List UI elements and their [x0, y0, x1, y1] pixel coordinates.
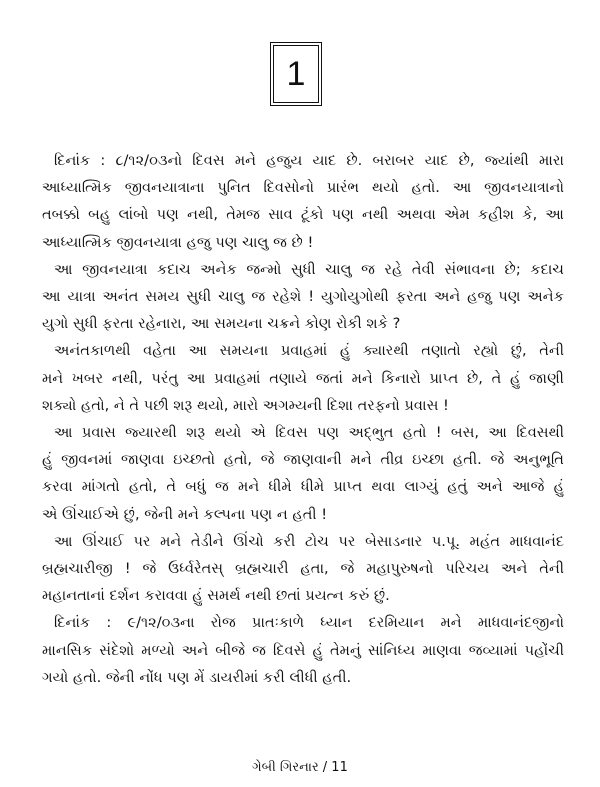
text-line: કરવા માંગતો હતો, તે બધું જ મને ધીમે ધીમે પ્રાપ્ત થવા લાગ્યું હતું અને આજે હું	[42, 478, 564, 496]
paragraph	[42, 609, 564, 691]
paragraph	[42, 256, 564, 338]
page-footer: ગેબી ગિરનાર / 11	[252, 760, 348, 775]
text-line: દિનાંક : ૯/૧૨/૦૩ના રોજ પ્રાતઃકાળે ધ્યાન દરમિયાન મને માધવાનંદજીનો	[54, 614, 564, 632]
text-line: તબક્કો બહુ લાંબો પણ નથી, તેમજ સાવ ટૂંકો પણ નથી અથવા એમ કહીશ કે, આ	[42, 206, 564, 224]
text-line: યુગો સુધી ફરતા રહેનારા, આ સમયના ચક્રને કોણ રોકી શકે ?	[42, 315, 401, 333]
text-line: દિનાંક : ૮/૧૨/૦૩નો દિવસ મને હજુય યાદ છે. બરાબર યાદ છે, જ્યાંથી મારા	[54, 152, 564, 169]
text-line: ગયો હતો. જેની નોંધ પણ મેં ડાયરીમાં કરી લીધી હતી.	[42, 668, 352, 686]
text-line: આ પ્રવાસ જ્યારથી શરૂ થયો એ દિવસ પણ અદ્‌ભુત હતો ! બસ, આ દિવસથી	[54, 424, 564, 442]
paragraph	[42, 419, 564, 528]
text-line: બ્રહ્મચારીજી ! જે ઉર્ધ્વરેતસ્ બ્રહ્મચારી હતા, જે મહાપુરુષનો પરિચય અને તેની	[42, 560, 564, 578]
text-line: મને ખબર નથી, પરંતુ આ પ્રવાહમાં તણાયે જતાં મને કિનારો પ્રાપ્ત છે, તે હું જાણી	[42, 369, 564, 387]
text-line: એ ઊંચાઈએ છું, જેની મને કલ્પના પણ ન હતી !	[42, 505, 328, 523]
chapter-number-box	[270, 42, 322, 106]
paragraph	[42, 337, 564, 419]
paragraph	[42, 147, 564, 256]
text-line: આધ્યાત્મિક જીવનયાત્રાના પુનિત દિવસોનો પ્રારંભ થયો હતો. આ જીવનયાત્રાનો	[42, 179, 564, 197]
text-line: આ યાત્રા અનંત સમય સુધી ચાલુ જ રહેશે ! યુગોયુગોથી ફરતા અને હજુ પણ અનેક	[42, 288, 564, 306]
text-line: અનંતકાળથી વહેતા આ સમયના પ્રવાહમાં હું ક્યારથી તણાતો રહ્યો છું, તેની	[54, 342, 564, 360]
text-line: હું જીવનમાં જાણવા ઇચ્છતો હતો, જે જાણવાની મને તીવ્ર ઇચ્છા હતી. જે અનુભૂતિ	[42, 451, 564, 469]
text-line: માનસિક સંદેશો મળ્યો અને બીજે જ દિવસે હું તેમનું સાંનિધ્ય માણવા જવ્યામાં પહોંચી	[42, 641, 564, 659]
chapter-number: 1	[286, 54, 306, 93]
text-line: શક્યો હતો, ને તે પછી શરૂ થયો, મારો અગમ્યની દિશા તરફનો પ્રવાસ !	[42, 396, 449, 414]
body-text	[42, 147, 564, 691]
text-line: મહાનતાનાં દર્શન કરાવવા હું સમર્થ નથી છતાં પ્રયત્ન કરું છું.	[42, 587, 390, 605]
paragraph	[42, 528, 564, 610]
text-line: આ ઊંચાઈ પર મને તેડીને ઊંચો કરી ટોચ પર બેસાડનાર પ.પૂ. મહંત માધવાનંદ	[54, 532, 564, 550]
text-line: આધ્યાત્મિક જીવનયાત્રા હજુ પણ ચાલુ જ છે !	[42, 233, 314, 251]
text-line: આ જીવનયાત્રા કદાચ અનેક જન્મો સુધી ચાલુ જ રહે તેવી સંભાવના છે; કદાચ	[54, 260, 564, 278]
